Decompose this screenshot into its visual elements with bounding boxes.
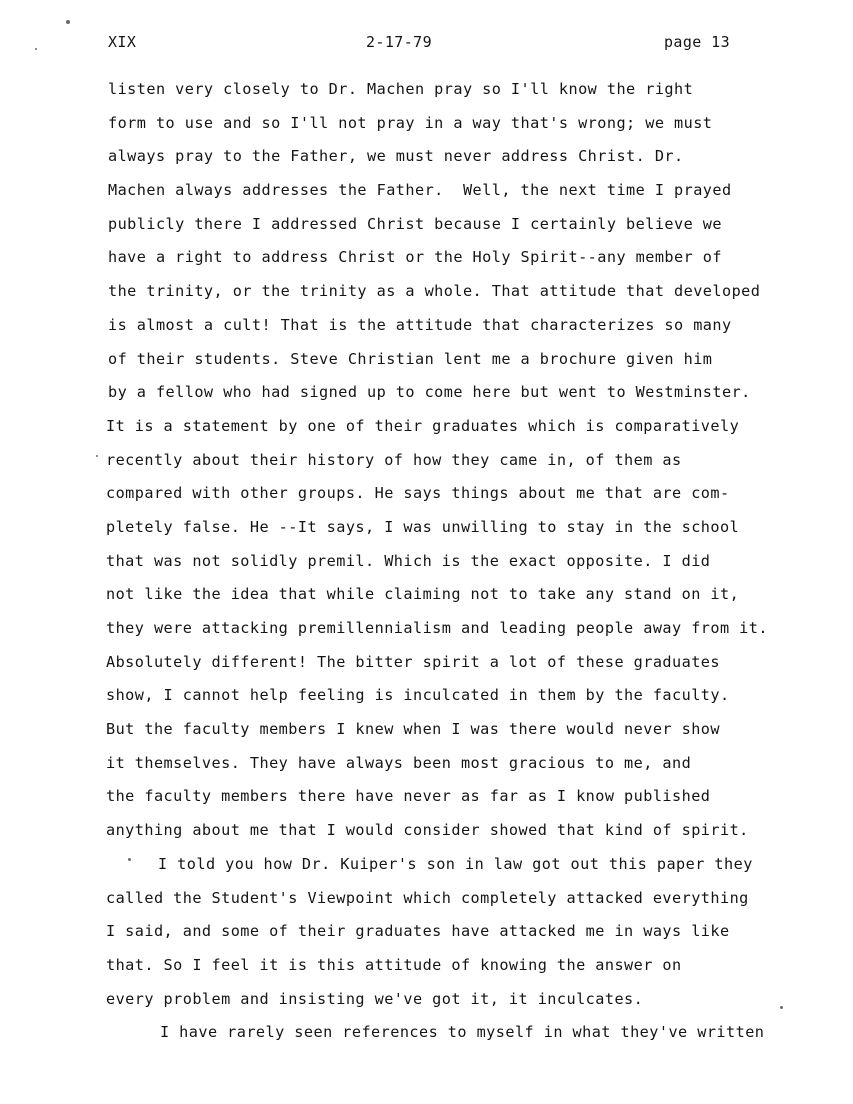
scan-speck: [96, 455, 98, 457]
scan-speck: [66, 20, 70, 24]
header-date: 2-17-79: [366, 33, 433, 51]
chapter-number: XIX: [108, 33, 137, 51]
text-line: I said, and some of their graduates have attacked me in ways like: [106, 922, 730, 941]
text-line: the faculty members there have never as far as I know published: [106, 787, 711, 806]
text-line: recently about their history of how they came in, of them as: [106, 450, 682, 469]
scan-speck: [35, 48, 37, 50]
text-line: called the Student's Viewpoint which completely attacked everything: [106, 888, 749, 907]
text-line: show, I cannot help feeling is inculcated in them by the faculty.: [106, 686, 730, 705]
text-line: pletely false. He --It says, I was unwilling to stay in the school: [106, 517, 740, 536]
scan-speck: [128, 858, 131, 861]
page-header: [0, 33, 853, 55]
text-line: that was not solidly premil. Which is the exact opposite. I did: [106, 551, 711, 570]
text-line: it themselves. They have always been most gracious to me, and: [106, 753, 692, 772]
text-line: anything about me that I would consider showed that kind of spirit.: [106, 821, 749, 840]
page-number: page 13: [664, 33, 731, 51]
body-text: [0, 73, 853, 1050]
text-line: that. So I feel it is this attitude of knowing the answer on: [106, 955, 682, 974]
text-line: have a right to address Christ or the Holy Spirit--any member of: [108, 248, 722, 267]
scan-speck: [780, 1006, 783, 1009]
text-line: compared with other groups. He says things about me that are com-: [106, 484, 730, 503]
text-line: is almost a cult! That is the attitude that characterizes so many: [108, 315, 732, 334]
text-line: every problem and insisting we've got it, it inculcates.: [106, 989, 644, 1008]
text-line: It is a statement by one of their graduates which is comparatively: [106, 416, 740, 435]
text-line: they were attacking premillennialism and leading people away from it.: [106, 619, 768, 637]
paragraph-start-line: I told you how Dr. Kuiper's son in law got out this paper they: [158, 854, 753, 873]
text-line: Absolutely different! The bitter spirit a lot of these graduates: [106, 652, 720, 671]
text-line: listen very closely to Dr. Machen pray so I'll know the right: [108, 80, 694, 98]
text-line: publicly there I addressed Christ because I certainly believe we: [108, 214, 722, 233]
text-line: the trinity, or the trinity as a whole. That attitude that developed: [108, 282, 761, 301]
text-line: of their students. Steve Christian lent me a brochure given him: [108, 349, 713, 368]
text-line: by a fellow who had signed up to come here but went to Westminster.: [108, 383, 751, 402]
text-line: form to use and so I'll not pray in a way that's wrong; we must: [108, 113, 713, 132]
text-line: always pray to the Father, we must never address Christ. Dr.: [108, 147, 684, 166]
text-line: not like the idea that while claiming not to take any stand on it,: [106, 585, 740, 604]
text-line: Machen always addresses the Father. Well, the next time I prayed: [108, 181, 732, 200]
paragraph-start-line: I have rarely seen references to myself in what they've written: [160, 1023, 765, 1042]
text-line: But the faculty members I knew when I was there would never show: [106, 720, 720, 739]
